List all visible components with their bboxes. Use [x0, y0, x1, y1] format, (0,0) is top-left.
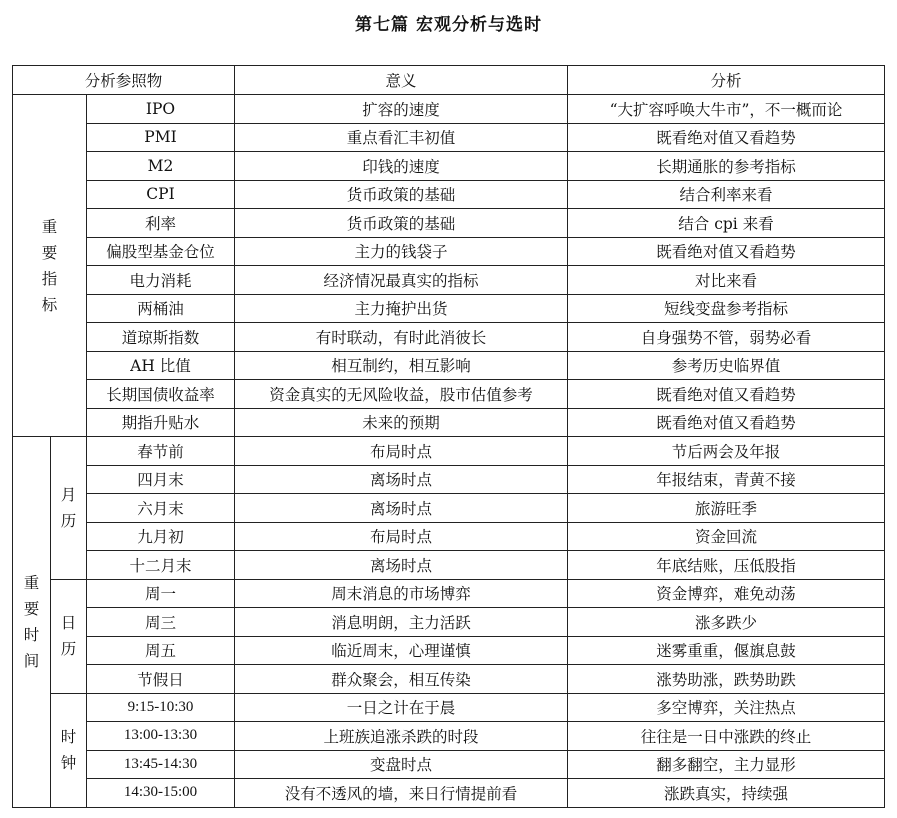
cell-meaning: 未来的预期: [235, 408, 568, 437]
cell-analysis: 旅游旺季: [568, 494, 885, 523]
cell-meaning: 货币政策的基础: [235, 180, 568, 209]
cell-meaning: 离场时点: [235, 465, 568, 494]
cell-reference: 周一: [87, 579, 235, 608]
cell-reference: 9:15-10:30: [87, 693, 235, 722]
table-row: [13, 209, 885, 238]
subgroup-clock: 时 钟: [51, 693, 87, 807]
cell-reference: 14:30-15:00: [87, 779, 235, 808]
table-row: [13, 180, 885, 209]
cell-meaning: 临近周末，心理谨慎: [235, 636, 568, 665]
cell-reference: 13:00-13:30: [87, 722, 235, 751]
cell-reference: 节假日: [87, 665, 235, 694]
table-row: [13, 237, 885, 266]
table-row: [13, 608, 885, 637]
page-title: 第七篇 宏观分析与选时: [355, 15, 542, 35]
cell-reference: 四月末: [87, 465, 235, 494]
cell-analysis: “大扩容呼唤大牛市”，不一概而论: [568, 95, 885, 124]
cell-analysis: 资金回流: [568, 522, 885, 551]
table-row: [13, 636, 885, 665]
table-row: [13, 779, 885, 808]
cell-reference: 九月初: [87, 522, 235, 551]
cell-meaning: 经济情况最真实的指标: [235, 266, 568, 295]
cell-analysis: 自身强势不管，弱势必看: [568, 323, 885, 352]
cell-meaning: 上班族追涨杀跌的时段: [235, 722, 568, 751]
cell-meaning: 资金真实的无风险收益，股市估值参考: [235, 380, 568, 409]
table-row: [13, 522, 885, 551]
cell-meaning: 相互制约，相互影响: [235, 351, 568, 380]
cell-analysis: 节后两会及年报: [568, 437, 885, 466]
cell-analysis: 往往是一日中涨跌的终止: [568, 722, 885, 751]
cell-analysis: 既看绝对值又看趋势: [568, 408, 885, 437]
cell-meaning: 印钱的速度: [235, 152, 568, 181]
table-row: [13, 579, 885, 608]
cell-meaning: 群众聚会，相互传染: [235, 665, 568, 694]
cell-reference: CPI: [87, 180, 235, 209]
cell-reference: 偏股型基金仓位: [87, 237, 235, 266]
table-row: [13, 750, 885, 779]
cell-analysis: 短线变盘参考指标: [568, 294, 885, 323]
table-row: [13, 437, 885, 466]
cell-reference: IPO: [87, 95, 235, 124]
table-row: [13, 494, 885, 523]
table-row: [13, 665, 885, 694]
table-row: [13, 693, 885, 722]
cell-analysis: 迷雾重重，偃旗息鼓: [568, 636, 885, 665]
table-row: [13, 266, 885, 295]
cell-analysis: 涨势助涨，跌势助跌: [568, 665, 885, 694]
cell-meaning: 离场时点: [235, 551, 568, 580]
cell-meaning: 一日之计在于晨: [235, 693, 568, 722]
cell-reference: 长期国债收益率: [87, 380, 235, 409]
table-row: [13, 380, 885, 409]
cell-reference: 十二月末: [87, 551, 235, 580]
cell-reference: 两桶油: [87, 294, 235, 323]
cell-reference: 13:45-14:30: [87, 750, 235, 779]
cell-reference: 电力消耗: [87, 266, 235, 295]
cell-meaning: 主力掩护出货: [235, 294, 568, 323]
cell-analysis: 参考历史临界值: [568, 351, 885, 380]
cell-analysis: 资金博弈，难免动荡: [568, 579, 885, 608]
group-indicators: 重 要 指 标: [13, 95, 87, 437]
cell-analysis: 涨多跌少: [568, 608, 885, 637]
cell-analysis: 翻多翻空，主力显形: [568, 750, 885, 779]
group-time: 重 要 时 间: [13, 437, 51, 808]
cell-reference: 春节前: [87, 437, 235, 466]
cell-analysis: 结合利率来看: [568, 180, 885, 209]
header-meaning: 意义: [235, 66, 568, 95]
cell-meaning: 变盘时点: [235, 750, 568, 779]
cell-meaning: 周末消息的市场博弈: [235, 579, 568, 608]
table-row: [13, 95, 885, 124]
subgroup-day: 日 历: [51, 579, 87, 693]
cell-meaning: 扩容的速度: [235, 95, 568, 124]
table-row: [13, 465, 885, 494]
cell-analysis: 年底结账，压低股指: [568, 551, 885, 580]
cell-meaning: 有时联动，有时此消彼长: [235, 323, 568, 352]
cell-analysis: 涨跌真实，持续强: [568, 779, 885, 808]
table-row: [13, 123, 885, 152]
cell-reference: 六月末: [87, 494, 235, 523]
cell-analysis: 既看绝对值又看趋势: [568, 237, 885, 266]
cell-meaning: 布局时点: [235, 437, 568, 466]
cell-reference: 期指升贴水: [87, 408, 235, 437]
table-row: [13, 722, 885, 751]
cell-analysis: 长期通胀的参考指标: [568, 152, 885, 181]
cell-reference: 道琼斯指数: [87, 323, 235, 352]
cell-reference: 周三: [87, 608, 235, 637]
analysis-table: [12, 65, 885, 808]
cell-reference: 周五: [87, 636, 235, 665]
cell-reference: PMI: [87, 123, 235, 152]
table-row: [13, 351, 885, 380]
cell-analysis: 结合 cpi 来看: [568, 209, 885, 238]
cell-meaning: 没有不透风的墙，来日行情提前看: [235, 779, 568, 808]
cell-meaning: 布局时点: [235, 522, 568, 551]
cell-meaning: 消息明朗，主力活跃: [235, 608, 568, 637]
header-analysis: 分析: [568, 66, 885, 95]
cell-meaning: 货币政策的基础: [235, 209, 568, 238]
cell-analysis: 既看绝对值又看趋势: [568, 380, 885, 409]
table-row: [13, 323, 885, 352]
cell-meaning: 主力的钱袋子: [235, 237, 568, 266]
cell-meaning: 离场时点: [235, 494, 568, 523]
table-row: [13, 152, 885, 181]
table-row: [13, 294, 885, 323]
table-row: [13, 551, 885, 580]
subgroup-month: 月 历: [51, 437, 87, 580]
table-row: [13, 408, 885, 437]
cell-analysis: 对比来看: [568, 266, 885, 295]
cell-analysis: 既看绝对值又看趋势: [568, 123, 885, 152]
cell-reference: 利率: [87, 209, 235, 238]
cell-reference: AH 比值: [87, 351, 235, 380]
cell-analysis: 年报结束，青黄不接: [568, 465, 885, 494]
cell-reference: M2: [87, 152, 235, 181]
table-header-row: [13, 66, 885, 95]
cell-meaning: 重点看汇丰初值: [235, 123, 568, 152]
header-reference: 分析参照物: [13, 66, 235, 95]
cell-analysis: 多空博弈，关注热点: [568, 693, 885, 722]
